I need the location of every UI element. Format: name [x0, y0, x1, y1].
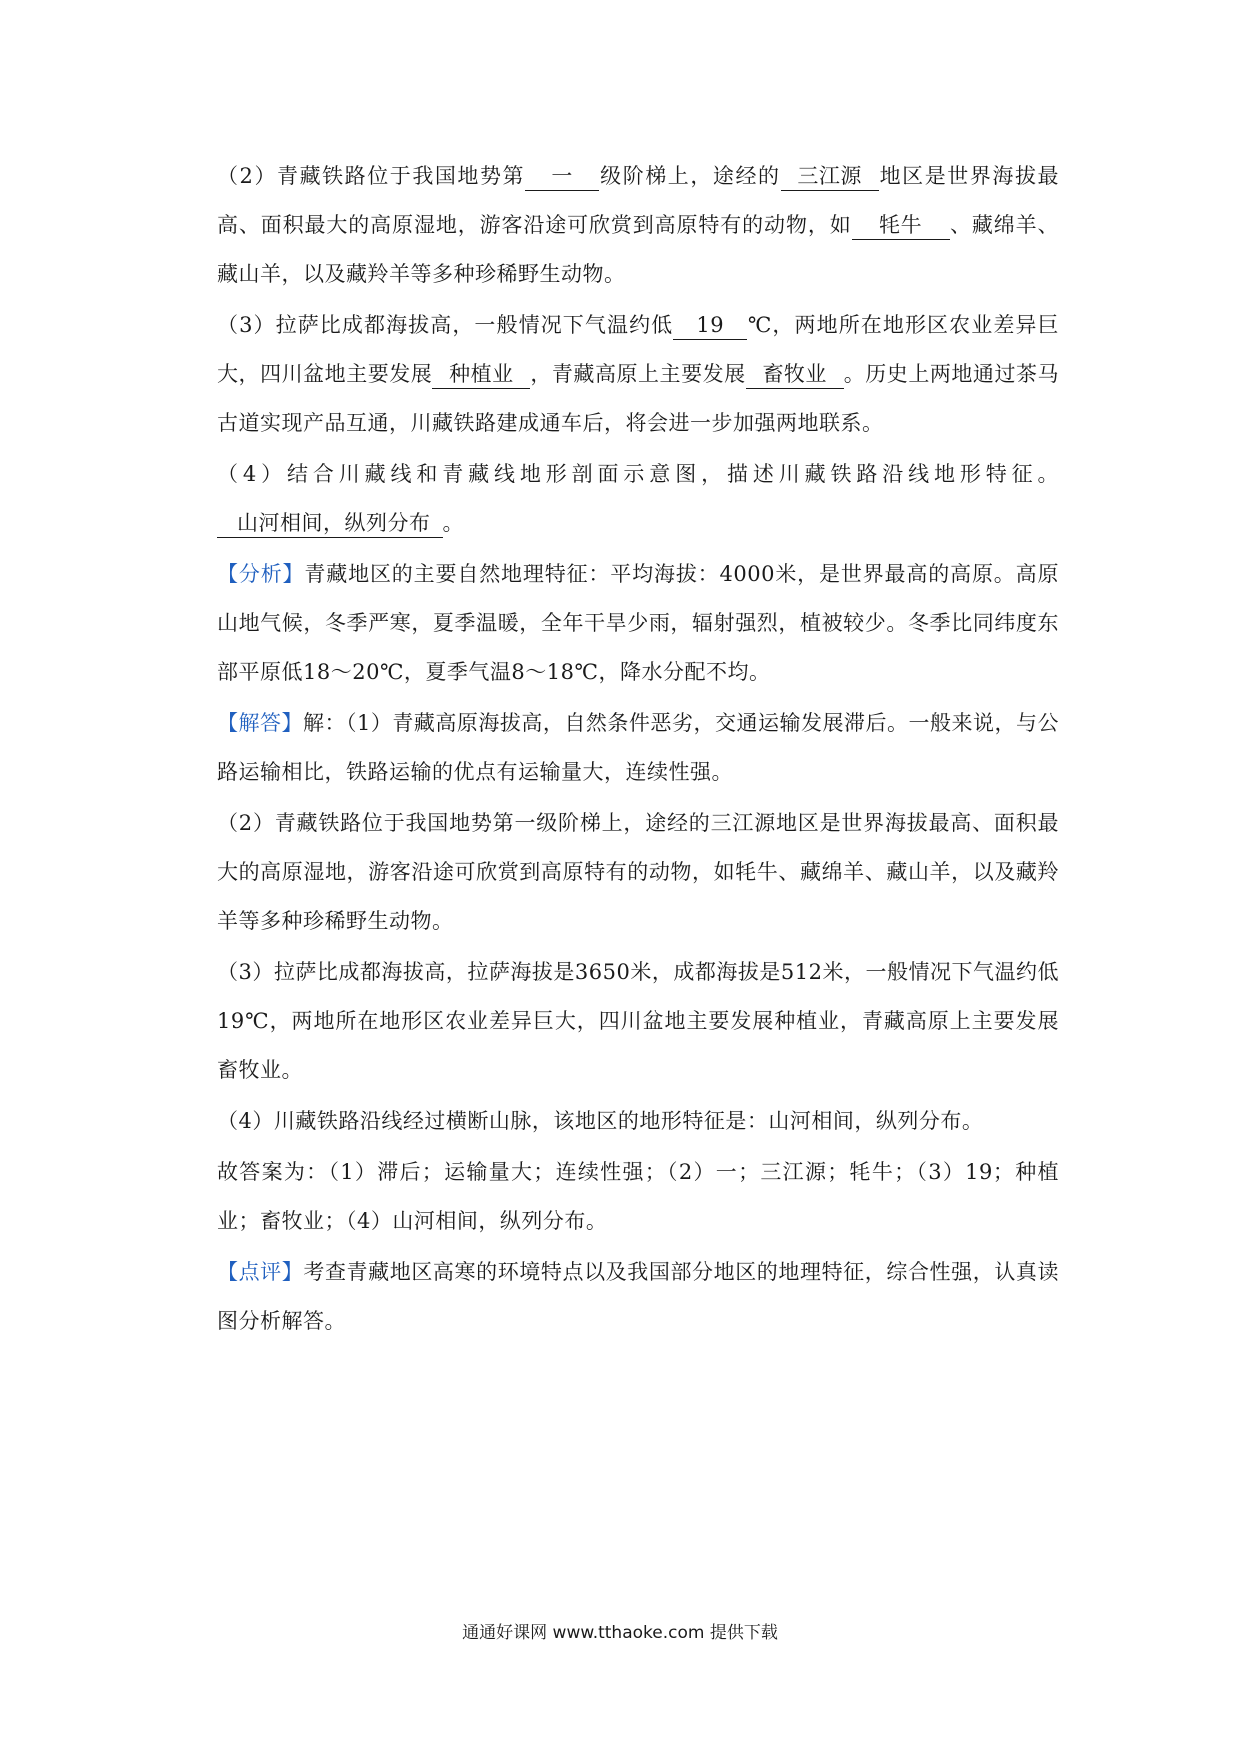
- answer-tag: 【解答】: [217, 711, 304, 735]
- answer-para-1: 解：（1）青藏高原海拔高，自然条件恶劣，交通运输发展滞后。一般来说，与公路运输相比，铁路运输的优点有运输量大，连续性强。: [217, 711, 1059, 784]
- answer-summary: 故答案为：（1）滞后；运输量大；连续性强；（2）一；三江源；牦牛；（3）19；种植业；畜牧业；（4）山河相间，纵列分布。: [217, 1160, 1059, 1233]
- comment-tag: 【点评】: [217, 1260, 304, 1284]
- answer-para-4: （4）川藏铁路沿线经过横断山脉，该地区的地形特征是：山河相间，纵列分布。: [217, 1109, 984, 1133]
- question-4: [217, 450, 1059, 548]
- q3-answer-sichuan: 种植业: [432, 360, 530, 389]
- q2-answer-region: 三江源: [781, 162, 879, 191]
- q3-text-1: （3）拉萨比成都海拔高，一般情况下气温约低: [217, 313, 674, 337]
- q3-text-3: ，青藏高原上主要发展: [530, 362, 746, 386]
- q3-answer-temp: 19: [673, 311, 747, 340]
- answer-para-2: （2）青藏铁路位于我国地势第一级阶梯上，途经的三江源地区是世界海拔最高、面积最大的高原湿地，游客沿途可欣赏到高原特有的动物，如牦牛、藏绵羊、藏山羊，以及藏羚羊等多种珍稀野生动物。: [217, 811, 1059, 933]
- q2-text-1: （2）青藏铁路位于我国地势第: [217, 164, 526, 188]
- page-footer: 通通好课网 www.tthaoke.com 提供下载: [462, 1623, 778, 1643]
- question-2: [217, 152, 1059, 299]
- q4-text-1: （4）结合川藏线和青藏线地形剖面示意图，描述川藏铁路沿线地形特征。: [217, 462, 1059, 486]
- q2-answer-stage: 一: [525, 162, 599, 191]
- q4-text-2: 。: [442, 511, 464, 535]
- answer-section: [217, 699, 1059, 797]
- question-3: [217, 301, 1059, 448]
- analysis-tag: 【分析】: [217, 562, 305, 586]
- q2-text-3: 地区是世界海拔最高、面积最大的高原湿地，游客沿途可欣赏到高原特有的动物，如: [217, 164, 1059, 237]
- document-body: [217, 152, 1059, 1348]
- q2-text-2: 级阶梯上，途经的: [599, 164, 781, 188]
- analysis-section: [217, 550, 1059, 697]
- q3-answer-tibet: 畜牧业: [746, 360, 844, 389]
- q2-text-4: 、藏绵羊、藏山羊，以及藏羚羊等多种珍稀野生动物。: [217, 213, 1060, 286]
- q2-answer-animal: 牦牛: [852, 211, 950, 240]
- comment-text: 考查青藏地区高寒的环境特点以及我国部分地区的地理特征，综合性强，认真读图分析解答。: [217, 1260, 1060, 1333]
- comment-section: [217, 1248, 1059, 1346]
- q3-text-4: 。历史上两地通过茶马古道实现产品互通，川藏铁路建成通车后，将会进一步加强两地联系。: [217, 362, 1060, 435]
- analysis-text: 青藏地区的主要自然地理特征：平均海拔：4000米，是世界最高的高原。高原山地气候，冬季严寒，夏季温暖，全年干旱少雨，辐射强烈，植被较少。冬季比同纬度东部平原低18～20℃，夏季气温8～18℃，降水分配不均。: [217, 562, 1059, 684]
- q4-answer-terrain: 山河相间，纵列分布: [217, 509, 443, 538]
- q3-text-2: ℃，两地所在地形区农业差异巨大，四川盆地主要发展: [217, 313, 1059, 386]
- answer-para-3: （3）拉萨比成都海拔高，拉萨海拔是3650米，成都海拔是512米，一般情况下气温约低19℃，两地所在地形区农业差异巨大，四川盆地主要发展种植业，青藏高原上主要发展畜牧业。: [217, 960, 1059, 1082]
